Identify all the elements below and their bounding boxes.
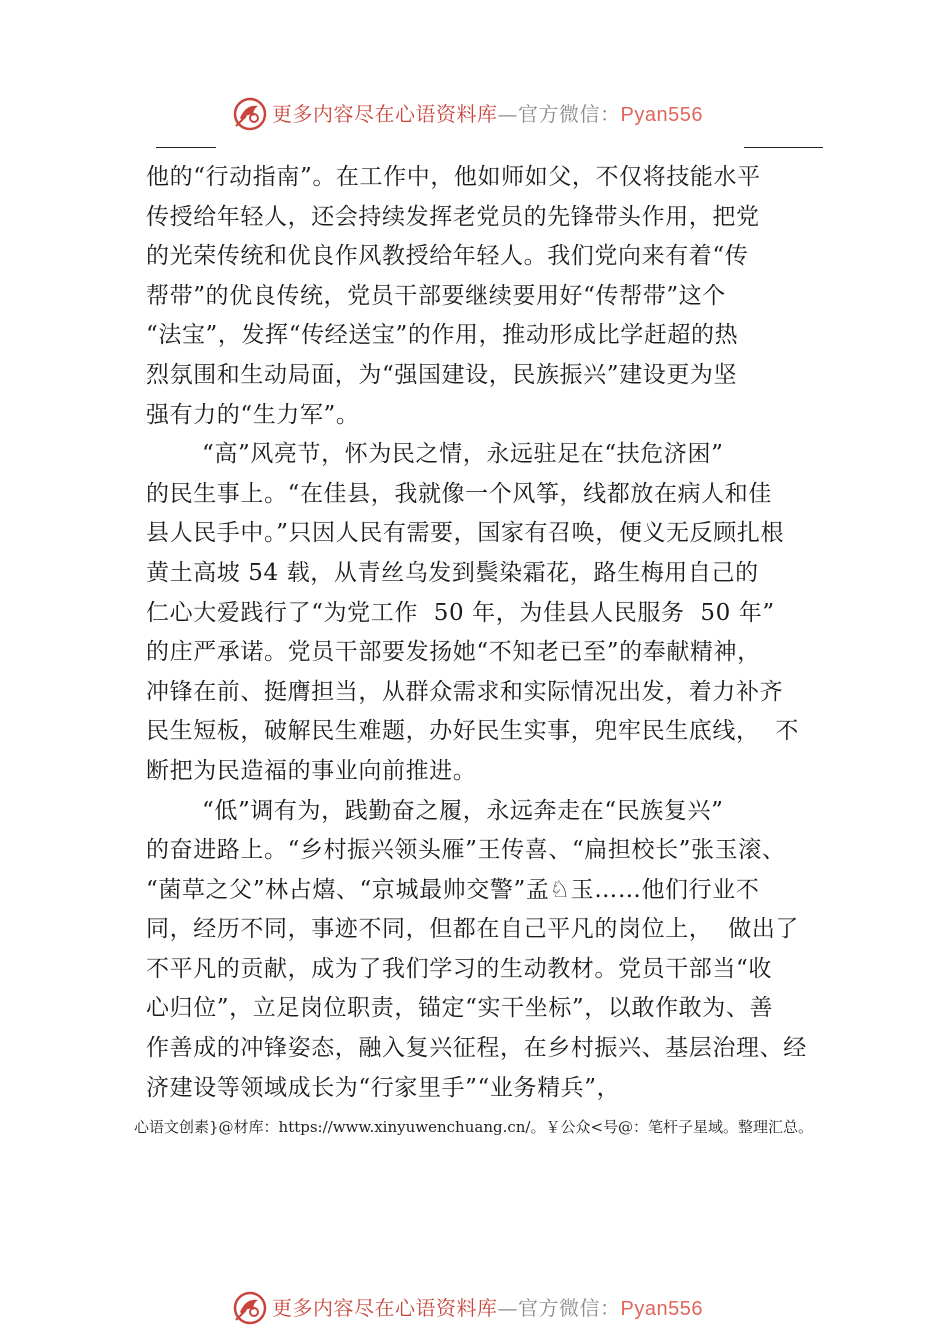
text-line: 黄土高坡 54 载，从青丝乌发到鬓染霜花，路生梅用自己的 xyxy=(146,559,759,586)
text-line: 他的“行动指南”。在工作中，他如师如父，不仅将技能水平 xyxy=(146,164,761,190)
header-rule-left xyxy=(156,147,216,148)
text-line: 冲锋在前、挺膺担当，从群众需求和实际情况出发，着力补齐 xyxy=(146,678,784,705)
text-line: 县人民手中。”只因人民有需要，国家有召唤，便义无反顾扎根 xyxy=(146,520,785,547)
text-line: 民生短板，破解民生难题，办好民生实事，兜牢民生底线， 不 xyxy=(146,718,800,745)
header-wechat-id: Pyan556 xyxy=(620,104,703,126)
header-gray-text: —官方微信： xyxy=(497,102,621,126)
text-line: “高”风亮节，怀为民之情，永远驻足在“扶危济困” xyxy=(202,441,724,468)
brand-logo-icon xyxy=(232,1290,268,1326)
header-red-text: 更多内容尽在心语资料库 xyxy=(272,102,498,126)
text-line: 心归位”，立足岗位职责，锚定“实干坐标”，以敢作敢为、善 xyxy=(146,995,774,1022)
text-line: 帮带”的优良传统，党员干部要继续要用好“传帮带”这个 xyxy=(146,282,726,309)
text-line: 的民生事上。“在佳县，我就像一个风筝，线都放在病人和佳 xyxy=(146,480,772,507)
text-line: 仁心大爱践行了“为党工作 50 年，为佳县人民服务 50 年” xyxy=(146,599,775,626)
footer-red-text: 更多内容尽在心语资料库 xyxy=(272,1296,498,1320)
brand-logo-icon xyxy=(232,96,268,132)
header-banner-text xyxy=(272,100,703,129)
source-footnote: 心语文创素}@材库：https://www.xinyuwenchuang.cn/。￥公众<号@：笔杆子星域。整理汇总。 xyxy=(134,1118,814,1136)
header-rule-right xyxy=(744,147,823,148)
header-banner xyxy=(0,96,950,136)
text-line: 断把为民造福的事业向前推进。 xyxy=(146,757,477,784)
footer-banner xyxy=(0,1290,950,1330)
text-line: 的庄严承诺。党员干部要发扬她“不知老已至”的奉献精神， xyxy=(146,639,761,666)
text-line: 强有力的“生力军”。 xyxy=(146,401,360,428)
footer-banner-text xyxy=(272,1294,703,1323)
text-line: 烈氛围和生动局面，为“强国建设，民族振兴”建设更为坚 xyxy=(146,361,738,388)
text-line: 的光荣传统和优良作风教授给年轻人。我们党向来有着“传 xyxy=(146,243,749,270)
text-line: 作善成的冲锋姿态，融入复兴征程，在乡村振兴、基层治理、经 xyxy=(146,1035,807,1062)
text-line: 的奋进路上。“乡村振兴领头雁”王传喜、“扁担校长”张玉滚、 xyxy=(146,837,786,864)
text-line: 济建设等领域成长为“行家里手”“业务精兵”， xyxy=(146,1074,621,1101)
text-line: 传授给年轻人，还会持续发挥老党员的先锋带头作用，把党 xyxy=(146,203,760,230)
text-line: “低”调有为，践勤奋之履，永远奔走在“民族复兴” xyxy=(202,797,724,824)
text-line: “菌草之父”林占熺、“京城最帅交警”孟♘玉……他们行业不 xyxy=(146,876,760,903)
text-line: 不平凡的贡献，成为了我们学习的生动教材。党员干部当“收 xyxy=(146,955,772,982)
footer-gray-text: —官方微信： xyxy=(497,1296,621,1320)
text-line: “法宝”，发挥“传经送宝”的作用，推动形成比学赶超的热 xyxy=(146,322,739,349)
footer-wechat-id: Pyan556 xyxy=(620,1298,703,1320)
text-line: 同，经历不同，事迹不同，但都在自己平凡的岗位上， 做出了 xyxy=(146,916,800,943)
article-body xyxy=(146,158,836,1108)
